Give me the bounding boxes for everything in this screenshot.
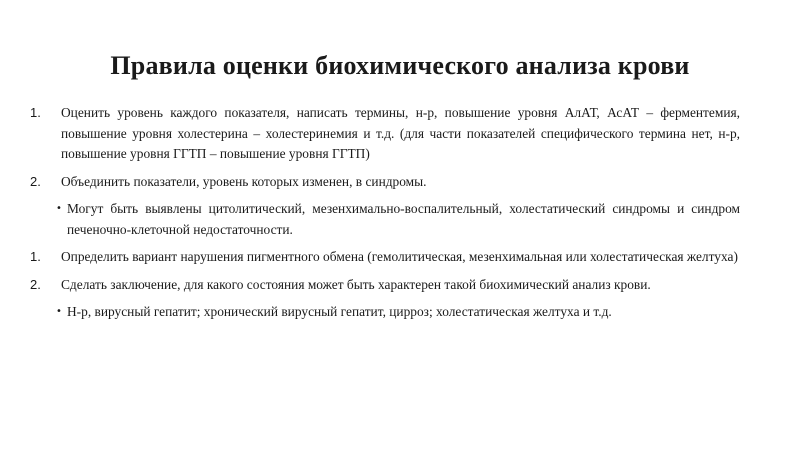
list-number: 2. xyxy=(30,276,41,292)
list-item-combine-syndromes xyxy=(30,172,740,193)
list-item-text: Могут быть выявлены цитолитический, мезенхимально-воспалительный, холестатический синдромы и синдром печеночно-клеточной недостаточности. xyxy=(67,201,740,237)
list-number: 2. xyxy=(30,173,41,189)
list-item-text: Сделать заключение, для какого состояния может быть характерен такой биохимический анализ крови. xyxy=(61,276,651,292)
bullet-icon: • xyxy=(56,306,62,317)
slide-content xyxy=(30,103,740,323)
list-number: 1. xyxy=(30,105,41,120)
list-item-pigment-metabolism xyxy=(30,247,740,268)
list-item-text: Н-р, вирусный гепатит; хронический вирусный гепатит, цирроз; холестатическая желтуха и т.д. xyxy=(67,304,612,319)
bullet-icon: • xyxy=(56,203,62,214)
list-item-syndromes-detail xyxy=(30,199,740,240)
list-item-evaluate-indicators xyxy=(30,103,740,165)
slide-title: Правила оценки биохимического анализа крови xyxy=(110,51,690,80)
list-item-text: Определить вариант нарушения пигментного обмена (гемолитическая, мезенхимальная или холестатическая желтуха) xyxy=(61,249,738,264)
list-item-conclusion xyxy=(30,275,740,296)
list-number: 1. xyxy=(30,249,41,264)
list-item-text: Оценить уровень каждого показателя, написать термины, н-р, повышение уровня АлАТ, АсАТ – ферментемия, повышение уровня холестерина – холестеринемия и т.д. (для части показателей специфического термина нет, н-р, повышение уровня ГГТП – повышение уровня ГГТП) xyxy=(61,105,740,161)
list-item-text: Объединить показатели, уровень которых изменен, в синдромы. xyxy=(61,173,427,189)
list-item-conclusion-examples xyxy=(30,302,740,323)
